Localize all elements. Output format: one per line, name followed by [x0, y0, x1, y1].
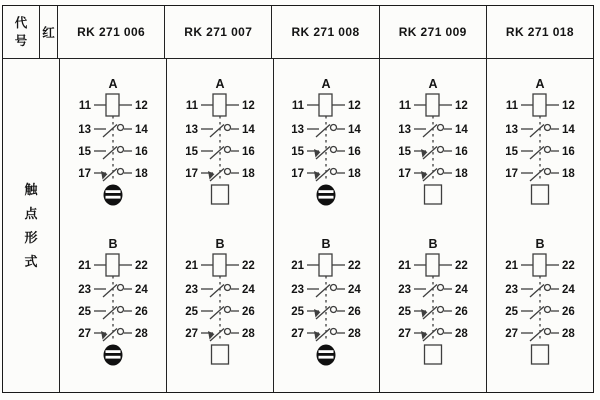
svg-text:23: 23: [78, 284, 91, 296]
coil-symbol: [521, 94, 559, 116]
section-label: B: [535, 237, 545, 251]
svg-text:14: 14: [562, 124, 575, 136]
svg-text:14: 14: [455, 124, 469, 136]
striped-circle-icon: [317, 345, 336, 366]
svg-text:15: 15: [291, 146, 305, 158]
svg-text:16: 16: [455, 146, 469, 158]
row-label-char-4: 式: [24, 254, 38, 269]
striped-circle-icon: [103, 345, 122, 366]
contact-form-label-cell: [3, 59, 60, 392]
svg-text:13: 13: [398, 124, 412, 136]
svg-text:23: 23: [398, 284, 412, 296]
svg-text:13: 13: [291, 124, 305, 136]
svg-text:24: 24: [348, 284, 362, 296]
contact-diagram-a: [381, 75, 485, 213]
svg-text:27: 27: [505, 328, 519, 340]
svg-text:11: 11: [505, 100, 519, 112]
column-header-rk-271-006: RK 271 006: [58, 6, 165, 58]
square-terminal-icon: [425, 345, 442, 364]
svg-text:11: 11: [292, 100, 305, 112]
row-label-char-3: 形: [24, 230, 38, 245]
section-label: A: [215, 77, 225, 91]
square-terminal-icon: [532, 345, 549, 364]
svg-text:16: 16: [348, 146, 362, 158]
svg-text:15: 15: [505, 146, 519, 158]
svg-text:21: 21: [398, 260, 412, 272]
svg-text:16: 16: [134, 146, 148, 158]
section-label: A: [428, 77, 438, 91]
svg-text:18: 18: [241, 168, 255, 180]
code-label-char-1: 代: [14, 16, 28, 30]
square-terminal-icon: [211, 185, 228, 204]
coil-symbol: [201, 94, 239, 116]
contact-diagram-b: [61, 235, 165, 373]
svg-text:27: 27: [291, 328, 305, 340]
svg-text:25: 25: [291, 306, 305, 318]
svg-text:26: 26: [134, 306, 148, 318]
diagram-cell-rk-271-009: [380, 59, 487, 392]
svg-text:17: 17: [184, 168, 198, 180]
svg-text:13: 13: [184, 124, 198, 136]
svg-text:15: 15: [184, 146, 198, 158]
svg-text:16: 16: [562, 146, 575, 158]
diagram-cell-rk-271-008: [274, 59, 381, 392]
svg-text:25: 25: [78, 306, 91, 318]
coil-symbol: [521, 254, 559, 276]
column-header-rk-271-018: RK 271 018: [505, 25, 574, 39]
svg-text:15: 15: [398, 146, 412, 158]
svg-text:13: 13: [78, 124, 91, 136]
svg-text:17: 17: [505, 168, 519, 180]
svg-text:23: 23: [184, 284, 198, 296]
diagram-cell-rk-271-006: [60, 59, 167, 392]
contact-diagram-b: [168, 235, 272, 373]
row-label-char-2: 点: [24, 206, 38, 221]
column-header-rk-271-009: RK 271 009: [380, 6, 487, 58]
svg-text:27: 27: [398, 328, 412, 340]
square-terminal-icon: [425, 185, 442, 204]
striped-circle-icon: [103, 185, 122, 206]
svg-text:18: 18: [562, 168, 575, 180]
color-label-cell: 红: [40, 6, 58, 58]
svg-text:18: 18: [455, 168, 469, 180]
diagram-cell-rk-271-018: [487, 59, 593, 392]
svg-text:24: 24: [562, 284, 575, 296]
svg-text:14: 14: [241, 124, 255, 136]
code-label-char-2: 号: [14, 33, 28, 48]
svg-text:22: 22: [241, 260, 255, 272]
svg-text:12: 12: [348, 100, 362, 112]
contact-diagram-a: [61, 75, 165, 213]
svg-text:18: 18: [348, 168, 362, 180]
svg-text:27: 27: [78, 328, 91, 340]
svg-text:28: 28: [241, 328, 255, 340]
svg-text:26: 26: [455, 306, 469, 318]
svg-text:11: 11: [399, 100, 412, 112]
contact-diagram-a: [488, 75, 592, 213]
svg-text:27: 27: [184, 328, 198, 340]
svg-text:26: 26: [562, 306, 575, 318]
svg-text:25: 25: [398, 306, 412, 318]
section-label: B: [215, 237, 225, 251]
section-label: A: [535, 77, 545, 91]
svg-text:23: 23: [291, 284, 305, 296]
svg-text:17: 17: [398, 168, 412, 180]
svg-text:24: 24: [241, 284, 255, 296]
coil-symbol: [307, 94, 345, 116]
svg-text:21: 21: [184, 260, 198, 272]
contact-diagram-b: [381, 235, 485, 373]
section-label: A: [321, 77, 331, 91]
svg-text:21: 21: [291, 260, 305, 272]
table-header-row: [3, 6, 593, 59]
contact-diagram-a: [274, 75, 378, 213]
svg-text:17: 17: [291, 168, 305, 180]
svg-text:17: 17: [78, 168, 91, 180]
svg-text:12: 12: [134, 100, 148, 112]
diagram-cell-rk-271-007: [167, 59, 274, 392]
section-label: B: [321, 237, 331, 251]
coil-symbol: [201, 254, 239, 276]
svg-text:12: 12: [562, 100, 575, 112]
svg-text:14: 14: [348, 124, 362, 136]
coil-symbol: [94, 254, 132, 276]
svg-text:12: 12: [241, 100, 255, 112]
svg-text:12: 12: [455, 100, 469, 112]
svg-text:25: 25: [505, 306, 519, 318]
code-label-cell: [3, 6, 40, 58]
svg-text:23: 23: [505, 284, 519, 296]
svg-text:15: 15: [78, 146, 91, 158]
svg-text:28: 28: [562, 328, 575, 340]
contact-diagram-a: [168, 75, 272, 213]
coil-symbol: [307, 254, 345, 276]
section-label: A: [108, 77, 118, 91]
svg-text:18: 18: [134, 168, 148, 180]
svg-text:21: 21: [505, 260, 519, 272]
svg-text:28: 28: [134, 328, 148, 340]
svg-text:13: 13: [505, 124, 519, 136]
svg-text:14: 14: [134, 124, 148, 136]
contact-diagram-b: [274, 235, 378, 373]
svg-text:24: 24: [455, 284, 469, 296]
square-terminal-icon: [211, 345, 228, 364]
svg-text:28: 28: [348, 328, 362, 340]
svg-text:21: 21: [78, 260, 91, 272]
spec-table: [2, 5, 594, 393]
contact-diagram-b: [488, 235, 592, 373]
section-label: B: [428, 237, 438, 251]
column-header-rk-271-007: RK 271 007: [165, 6, 272, 58]
svg-text:11: 11: [185, 100, 198, 112]
coil-symbol: [414, 94, 452, 116]
svg-text:26: 26: [348, 306, 362, 318]
column-header-rk-271-008: RK 271 008: [272, 6, 379, 58]
svg-text:24: 24: [134, 284, 148, 296]
coil-symbol: [414, 254, 452, 276]
table-body-row: [3, 59, 593, 392]
square-terminal-icon: [532, 185, 549, 204]
svg-text:26: 26: [241, 306, 255, 318]
coil-symbol: [94, 94, 132, 116]
section-label: B: [108, 237, 118, 251]
svg-text:22: 22: [348, 260, 362, 272]
svg-text:16: 16: [241, 146, 255, 158]
svg-text:22: 22: [134, 260, 148, 272]
svg-text:25: 25: [184, 306, 198, 318]
svg-text:11: 11: [78, 100, 91, 112]
svg-text:22: 22: [562, 260, 575, 272]
svg-text:28: 28: [455, 328, 469, 340]
svg-text:22: 22: [455, 260, 469, 272]
row-label-char-1: 触: [24, 182, 38, 197]
striped-circle-icon: [317, 185, 336, 206]
